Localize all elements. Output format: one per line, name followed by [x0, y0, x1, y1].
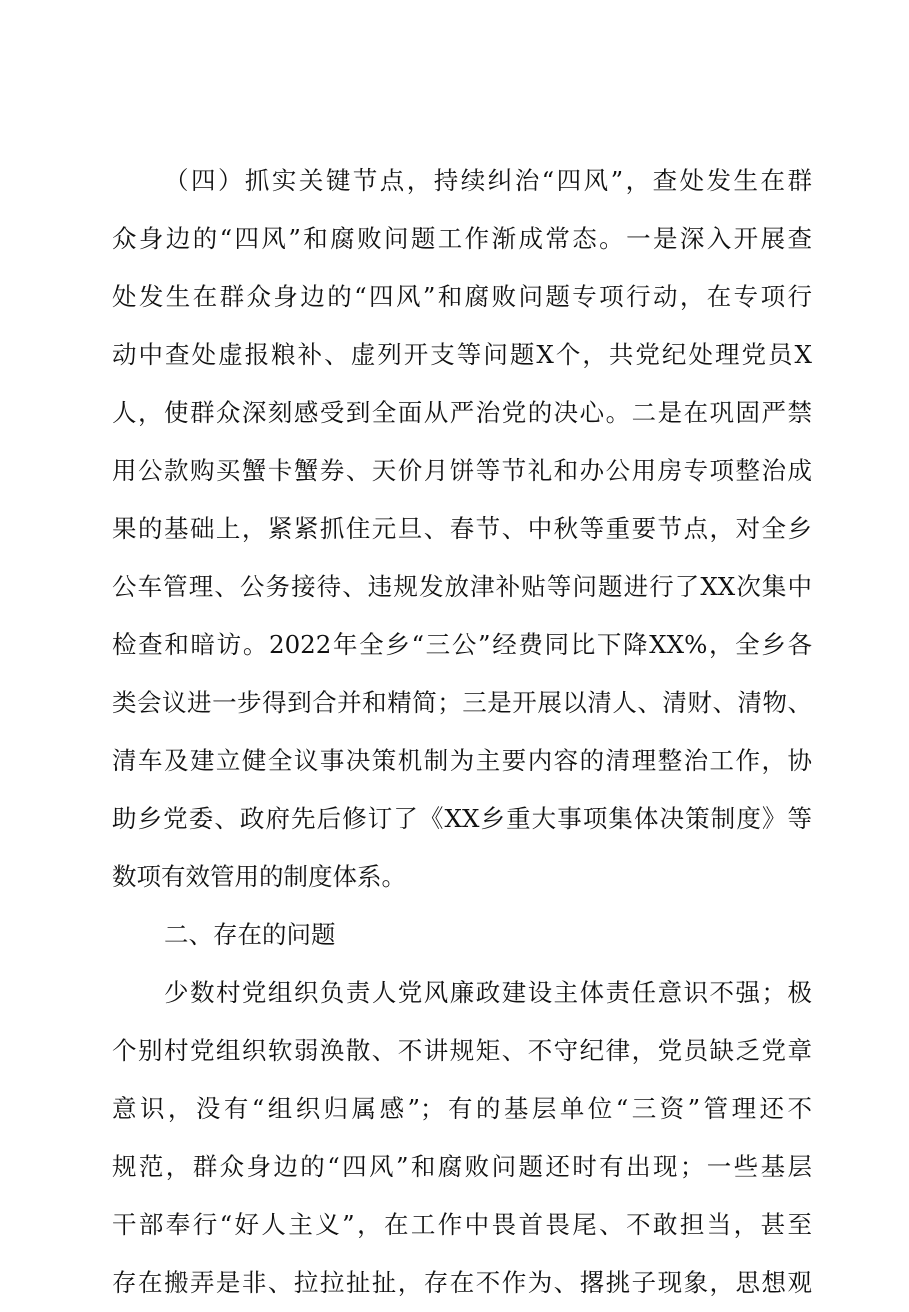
- paragraph-four: [112, 152, 812, 906]
- text-line: 规范，群众身边的“四风”和腐败问题还时有出现；一些基层: [112, 1152, 812, 1181]
- text-line: 用公款购买蟹卡蟹券、天价月饼等节礼和办公用房专项整治成: [112, 456, 812, 485]
- text-line: 个别村党组织软弱涣散、不讲规矩、不守纪律，党员缺乏党章: [112, 1036, 812, 1065]
- text-line: 清车及建立健全议事决策机制为主要内容的清理整治工作，协: [112, 746, 812, 775]
- text-line: 检查和暗访。2022年全乡“三公”经费同比下降XX%，全乡各: [112, 630, 812, 659]
- text-line: 干部奉行“好人主义”，在工作中畏首畏尾、不敢担当，甚至: [112, 1210, 812, 1239]
- section-heading: 二、存在的问题: [164, 920, 336, 949]
- text-line: 类会议进一步得到合并和精简；三是开展以清人、清财、清物、: [112, 688, 812, 717]
- document-body: [112, 152, 812, 1312]
- text-line: 助乡党委、政府先后修订了《XX乡重大事项集体决策制度》等: [112, 804, 812, 833]
- text-line: 人，使群众深刻感受到全面从严治党的决心。二是在巩固严禁: [112, 398, 812, 427]
- text-line: 众身边的“四风”和腐败问题工作渐成常态。一是深入开展查: [112, 224, 812, 253]
- text-line: 数项有效管用的制度体系。: [112, 862, 406, 891]
- paragraph-problems: [112, 964, 812, 1312]
- text-line: 动中查处虚报粮补、虚列开支等问题X个，共党纪处理党员X: [112, 340, 812, 369]
- text-line: （四）抓实关键节点，持续纠治“四风”，查处发生在群: [164, 166, 812, 195]
- text-line: 处发生在群众身边的“四风”和腐败问题专项行动，在专项行: [112, 282, 812, 311]
- text-line: 公车管理、公务接待、违规发放津补贴等问题进行了XX次集中: [112, 572, 812, 601]
- text-line: 存在搬弄是非、拉拉扯扯，存在不作为、撂挑子现象，思想观: [112, 1268, 812, 1297]
- text-line: 果的基础上，紧紧抓住元旦、春节、中秋等重要节点，对全乡: [112, 514, 812, 543]
- text-line: 少数村党组织负责人党风廉政建设主体责任意识不强；极: [164, 978, 812, 1007]
- text-line: 意识，没有“组织归属感”；有的基层单位“三资”管理还不: [112, 1094, 812, 1123]
